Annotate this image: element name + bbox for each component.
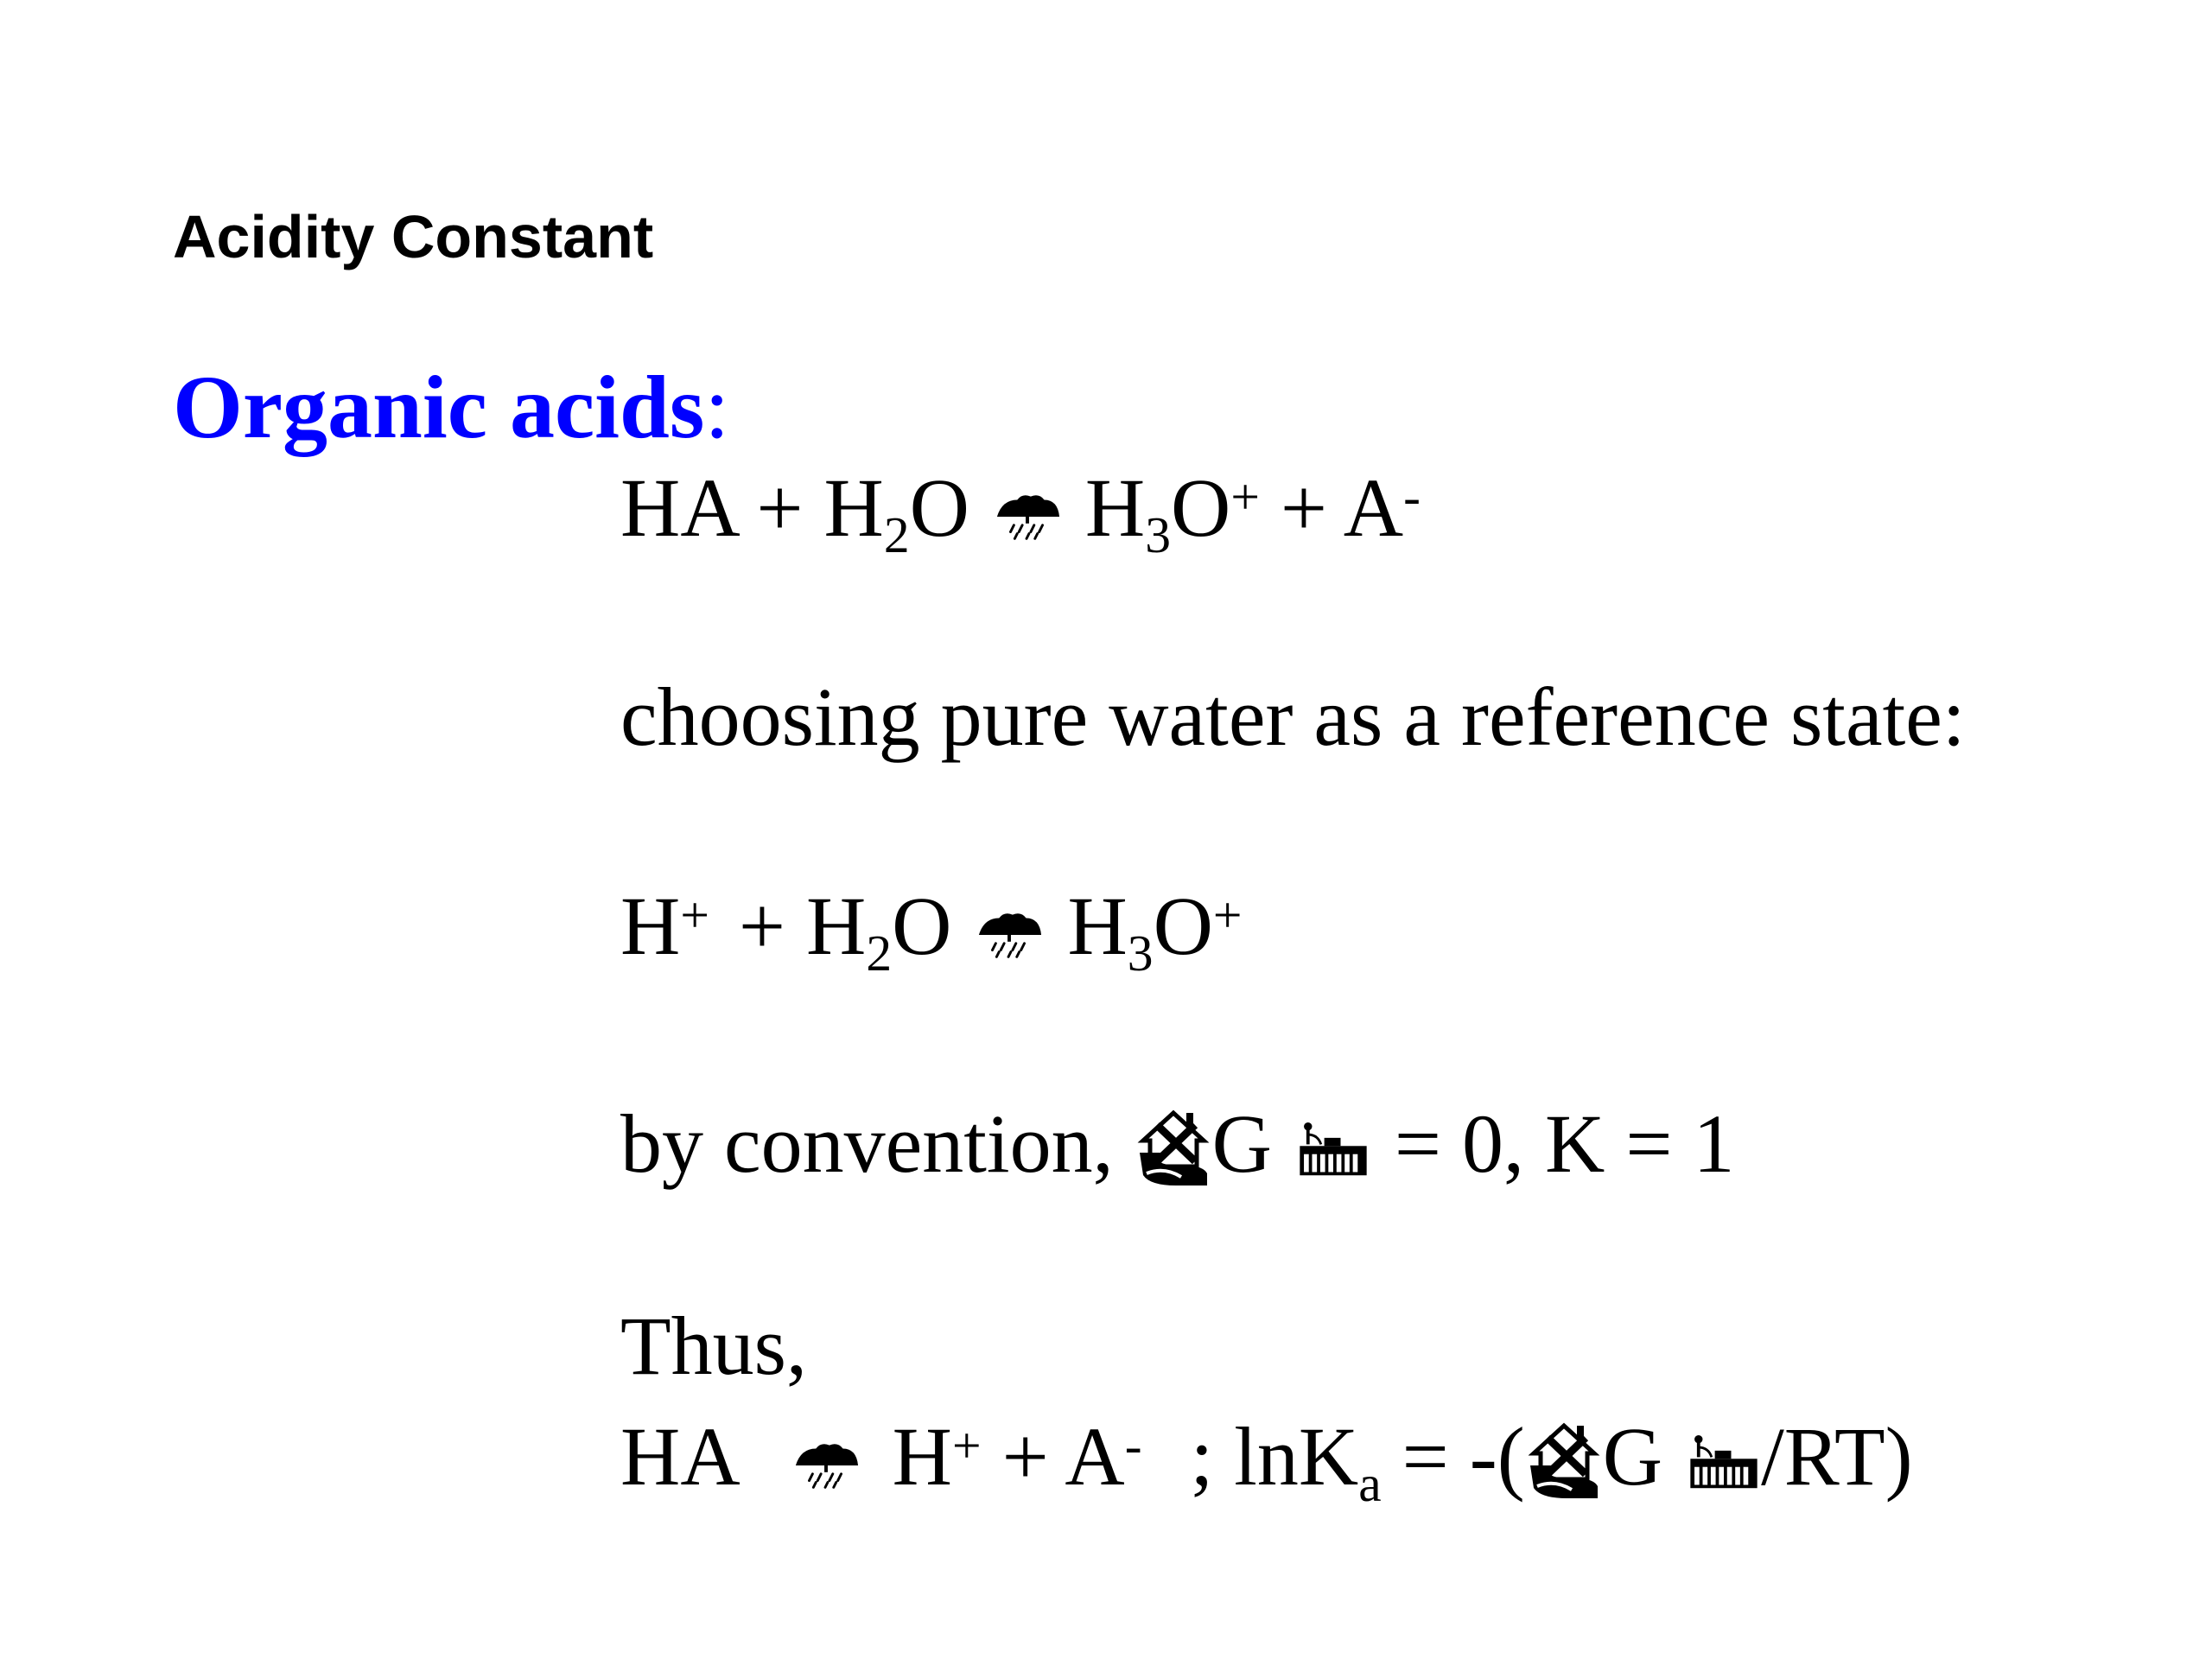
eq3-h-sup: + bbox=[951, 1417, 982, 1475]
thus-text: Thus, bbox=[620, 1300, 807, 1392]
eq3-lnk-sub: a bbox=[1358, 1455, 1382, 1513]
keyboard-plug-icon bbox=[1296, 1122, 1370, 1179]
eq2-h-sup: + bbox=[680, 887, 709, 944]
reference-state-text: choosing pure water as a reference state: bbox=[620, 671, 1966, 763]
eq3-lnk: ; lnK bbox=[1190, 1410, 1359, 1503]
eq2-o2: O bbox=[1153, 880, 1213, 972]
eq2-h3-sub: 3 bbox=[1127, 925, 1154, 982]
section-heading bbox=[173, 356, 729, 460]
eq3-h: H bbox=[892, 1410, 952, 1503]
eq2-o2-sup: + bbox=[1212, 887, 1243, 944]
eq2-o: O bbox=[892, 880, 952, 972]
cloud-rain-icon bbox=[994, 491, 1061, 543]
slide-title: Acidity Constant bbox=[173, 203, 654, 270]
eq1-h3-sub: 3 bbox=[1145, 506, 1172, 564]
convention-suffix: = 0, K = 1 bbox=[1373, 1097, 1735, 1190]
eq1-o: O bbox=[909, 461, 969, 554]
eq3-g: G bbox=[1602, 1410, 1663, 1503]
eq2-h2o-sub: 2 bbox=[866, 925, 893, 982]
convention-g: G bbox=[1211, 1097, 1272, 1190]
hydronium-formation-equation bbox=[620, 874, 1243, 982]
eq1-h2o-sub: 2 bbox=[883, 506, 910, 564]
eq3-eq-open: = -( bbox=[1381, 1410, 1525, 1503]
section-heading-colon: : bbox=[704, 358, 730, 457]
eq1-ha: HA + H bbox=[620, 461, 884, 554]
convention-prefix: by convention, bbox=[620, 1097, 1135, 1190]
eq1-o2-sup: + bbox=[1230, 468, 1260, 526]
eq2-h3: H bbox=[1067, 880, 1128, 972]
section-heading-text: Organic acids bbox=[173, 358, 705, 457]
eq3-ha: HA bbox=[620, 1410, 741, 1503]
eq1-plus-a: + A bbox=[1259, 461, 1404, 554]
eq1-a-sup: - bbox=[1403, 468, 1421, 526]
eq3-a-sup: - bbox=[1124, 1417, 1142, 1475]
house-flood-icon bbox=[1525, 1414, 1603, 1500]
eq2-h: H bbox=[620, 880, 681, 972]
eq3-rt: /RT) bbox=[1761, 1410, 1913, 1503]
keyboard-plug-icon bbox=[1687, 1434, 1761, 1491]
convention-line bbox=[620, 1085, 1735, 1196]
eq2-plus-h: + H bbox=[738, 880, 867, 972]
cloud-rain-icon bbox=[976, 909, 1043, 961]
cloud-rain-icon bbox=[792, 1440, 860, 1491]
eq1-h3: H bbox=[1084, 461, 1146, 554]
eq3-plus-a: + A bbox=[981, 1410, 1125, 1503]
house-flood-icon bbox=[1135, 1101, 1212, 1187]
acid-dissociation-equation bbox=[620, 456, 1421, 564]
acidity-constant-equation bbox=[620, 1398, 1913, 1513]
eq1-o2: O bbox=[1171, 461, 1231, 554]
